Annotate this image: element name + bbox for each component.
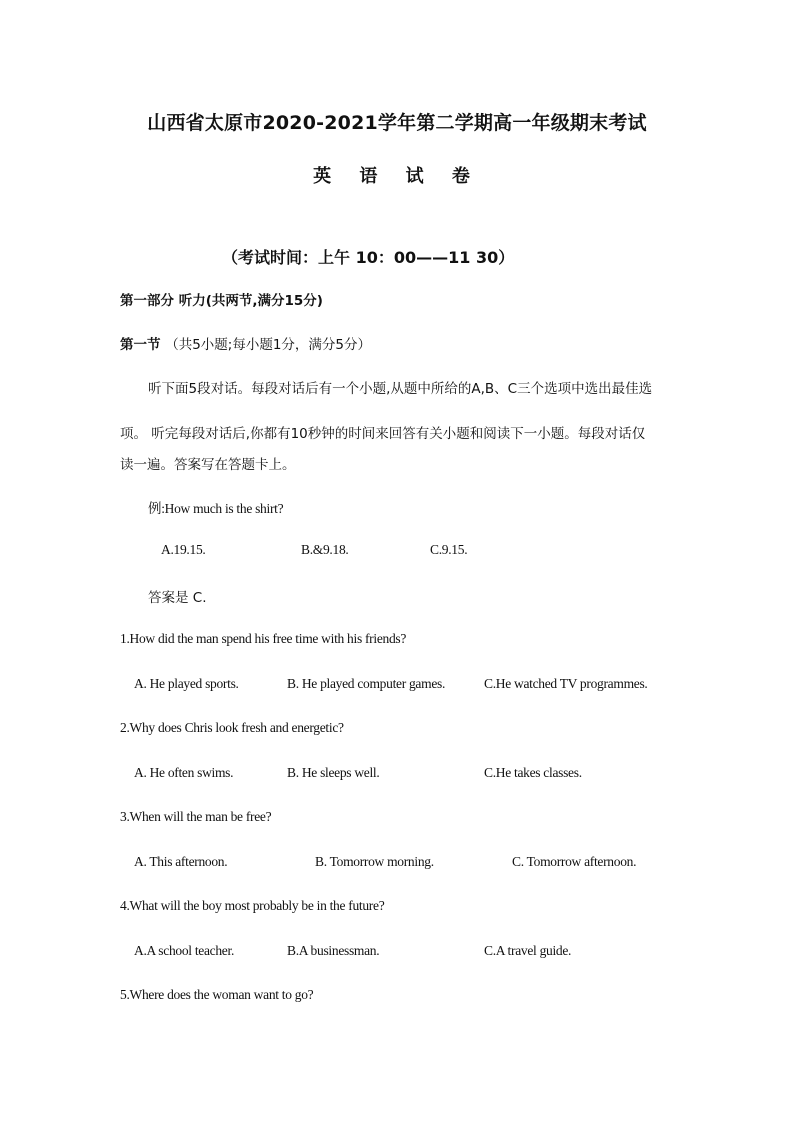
instruction-line-3: 读一遍。答案写在答题卡上。 xyxy=(120,457,296,473)
instruction-line-2: 项。 听完每段对话后,你都有10秒钟的时间来回答有关小题和阅读下一小题。每段对话仅 xyxy=(120,426,646,442)
question-1-option-b: B. He played computer games. xyxy=(287,676,446,691)
question-1-option-a: A. He played sports. xyxy=(134,676,239,691)
exam-title: 山西省太原市2020-2021学年第二学期高一年级期末考试 xyxy=(147,112,647,134)
question-3-option-c: C. Tomorrow afternoon. xyxy=(512,854,637,869)
question-4-option-c: C.A travel guide. xyxy=(484,943,572,958)
section-one-note: （共5小题;每小题1分，满分5分） xyxy=(165,337,372,353)
question-4-option-b: B.A businessman. xyxy=(287,943,380,958)
example-option-c: C.9.15. xyxy=(430,542,468,557)
instruction-line-1: 听下面5段对话。每段对话后有一个小题,从题中所给的A,B、C三个选项中选出最佳选 xyxy=(148,381,653,397)
example-question: 例:How much is the shirt? xyxy=(148,501,284,516)
section-one-label: 第一节 xyxy=(120,337,161,353)
question-1: 1.How did the man spend his free time with his friends? xyxy=(120,631,407,646)
question-5: 5.Where does the woman want to go? xyxy=(120,987,314,1002)
question-4: 4.What will the boy most probably be in the future? xyxy=(120,898,385,913)
question-2-option-b: B. He sleeps well. xyxy=(287,765,380,780)
question-2-option-c: C.He takes classes. xyxy=(484,765,582,780)
exam-subtitle: 英 语 试 卷 xyxy=(313,166,481,187)
example-option-b: B.&9.18. xyxy=(301,542,349,557)
question-2-option-a: A. He often swims. xyxy=(134,765,234,780)
question-3-option-a: A. This afternoon. xyxy=(134,854,228,869)
question-3: 3.When will the man be free? xyxy=(120,809,272,824)
question-4-option-a: A.A school teacher. xyxy=(134,943,235,958)
section-one-heading xyxy=(120,333,371,353)
question-2: 2.Why does Chris look fresh and energetic? xyxy=(120,720,344,735)
exam-time: （考试时间：上午 10：00——11 30） xyxy=(222,248,515,267)
example-answer: 答案是 C. xyxy=(148,590,207,606)
question-3-option-b: B. Tomorrow morning. xyxy=(315,854,434,869)
part-one-heading: 第一部分 听力(共两节,满分15分) xyxy=(120,293,323,309)
question-1-option-c: C.He watched TV programmes. xyxy=(484,676,648,691)
example-option-a: A.19.15. xyxy=(161,542,206,557)
